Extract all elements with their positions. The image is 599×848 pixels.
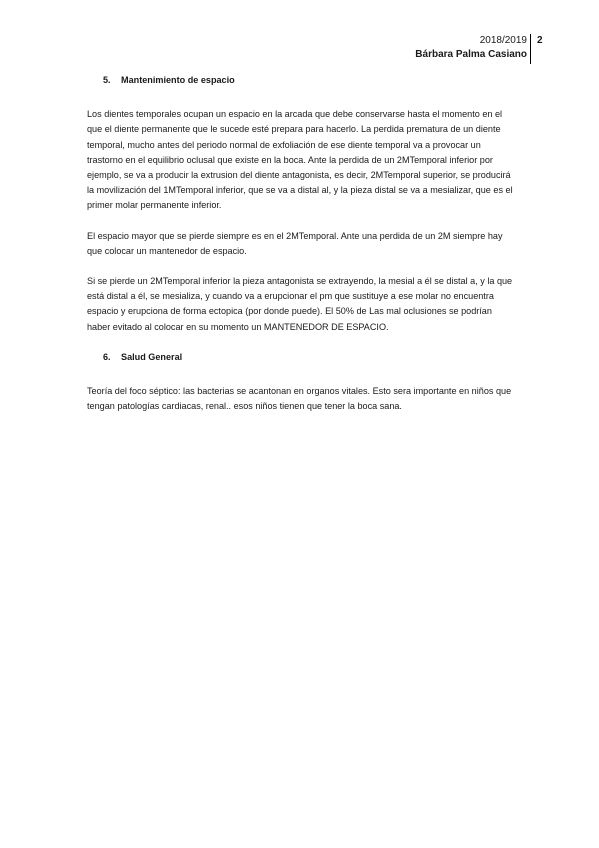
paragraph: Si se pierde un 2MTemporal inferior la pieza antagonista se extrayendo, la mesial a él se distal a, y la que está distal a él, se mesializa, y cuando va a erupcionar el pm que sustituye a ese molar no encuentra espacio y erupciona de forma ectopica (por donde puede). El 50% de Las mal oclusiones se podrían haber evitado al colocar en su momento un MANTENEDOR DE ESPACIO. (87, 276, 513, 332)
header-year: 2018/2019 (479, 35, 527, 46)
page-number: 2 (537, 35, 543, 46)
paragraph: El espacio mayor que se pierde siempre es en el 2MTemporal. Ante una perdida de un 2M siempre hay que colocar un mantenedor de espacio. (87, 230, 503, 256)
paragraph: Teoría del foco séptico: las bacterias se acantonan en organos vitales. Esto sera importante en niños que tengan patologías cardiacas, renal.. esos niños tienen que tener la boca sana. (87, 386, 512, 412)
section-salud-general (87, 350, 515, 415)
section-number: 5. (103, 75, 111, 85)
paragraph: Los dientes temporales ocupan un espacio en la arcada que debe conservarse hasta el momento en el que el diente permanente que le sucede esté prepara para hacerlo. La perdida prematura de un diente temporal, mucho antes del periodo normal de exfoliación de ese diente temporal va a provocar un trastorno en el equilibrio oclusal que existe en la boca. Ante la perdida de un 2MTemporal inferior por ejemplo, se va a producir la extrusion del diente antagonista, es decir, 2MTemporal superior, se producirá la movilización del 1MTemporal inferior, que se va a distal al, y la pieza distal se va a mesializar, que es el primer molar permanente inferior. (87, 109, 513, 211)
section-title: Mantenimiento de espacio (121, 75, 235, 85)
section-heading (87, 73, 515, 88)
section-title: Salud General (121, 351, 183, 362)
header-divider (530, 34, 531, 64)
page-header (415, 34, 527, 62)
header-author: Bárbara Palma Casiano (415, 49, 527, 60)
section-number: 6. (103, 351, 111, 362)
document-body (87, 73, 515, 429)
section-heading (87, 350, 515, 365)
section-mantenimiento-de-espacio (87, 73, 515, 335)
